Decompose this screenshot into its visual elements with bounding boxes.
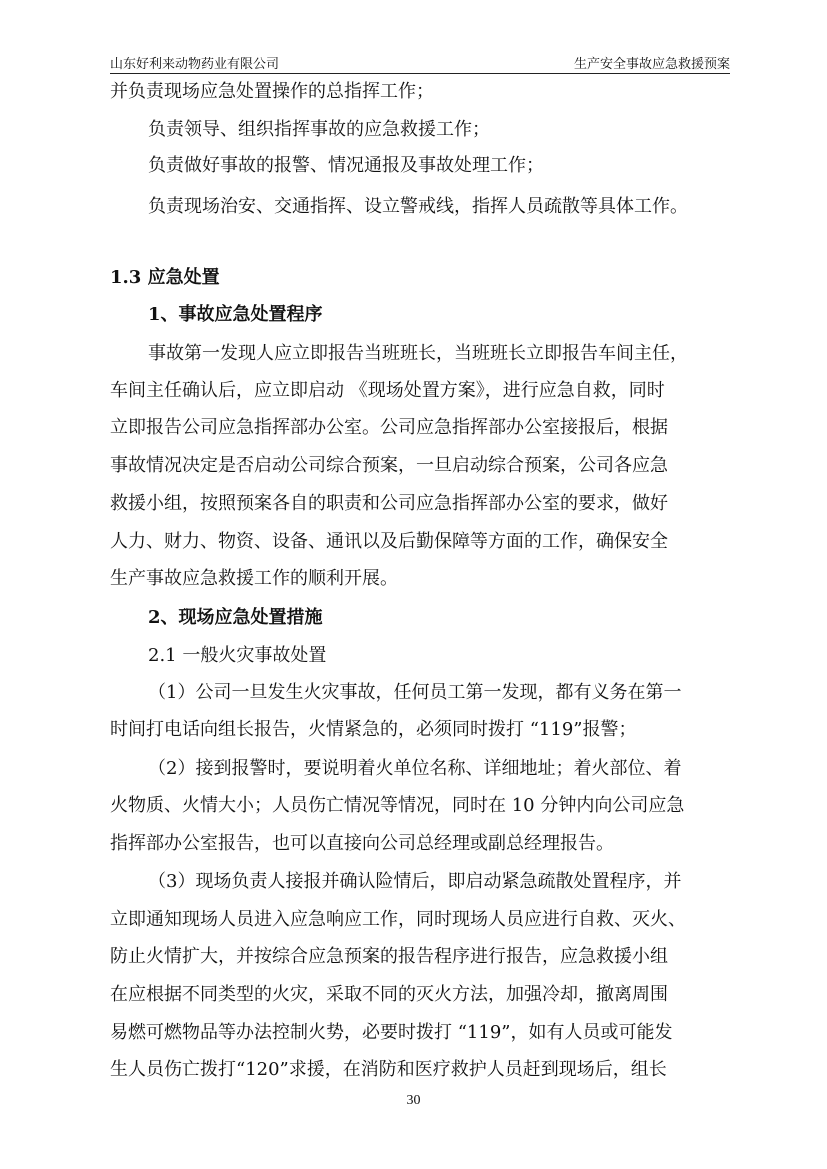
subsection-heading: 1、事故应急处置程序: [148, 304, 323, 325]
body-line: 生人员伤亡拨打“120”求援，在消防和医疗救护人员赶到现场后，组长: [110, 1059, 667, 1080]
body-line: （1）公司一旦发生火灾事故，任何员工第一发现，都有义务在第一: [148, 682, 682, 703]
body-line: （2）接到报警时，要说明着火单位名称、详细地址；着火部位、着: [148, 758, 682, 779]
body-line: 在应根据不同类型的火灾，采取不同的灭火方法，加强冷却，撤离周围: [110, 984, 668, 1005]
body-line: 立即报告公司应急指挥部办公室。公司应急指挥部办公室接报后，根据: [110, 417, 668, 438]
body-line: 时间打电话向组长报告，火情紧急的，必须同时拨打 “119”报警；: [110, 719, 637, 740]
page-header: [110, 50, 730, 72]
body-line: 生产事故应急救援工作的顺利开展。: [110, 568, 398, 589]
body-line: 并负责现场应急处置操作的总指挥工作；: [110, 81, 434, 102]
section-heading: 1.3 应急处置: [110, 267, 220, 288]
subsubsection-heading: 2.1 一般火灾事故处置: [148, 645, 327, 666]
body-line: 立即通知现场人员进入应急响应工作，同时现场人员应进行自救、灭火、: [110, 909, 686, 930]
body-line: 防止火情扩大，并按综合应急预案的报告程序进行报告，应急救援小组: [110, 946, 668, 967]
body-line: 负责现场治安、交通指挥、设立警戒线，指挥人员疏散等具体工作。: [148, 196, 688, 217]
body-line: 负责做好事故的报警、情况通报及事故处理工作；: [148, 155, 544, 176]
body-line: 救援小组，按照预案各自的职责和公司应急指挥部办公室的要求，做好: [110, 493, 668, 514]
body-line: 火物质、火情大小；人员伤亡情况等情况，同时在 10 分钟内向公司应急: [110, 795, 685, 816]
body-line: 事故情况决定是否启动公司综合预案，一旦启动综合预案，公司各应急: [110, 455, 668, 476]
body-line: 人力、财力、物资、设备、通讯以及后勤保障等方面的工作，确保安全: [110, 531, 668, 552]
page-number: 30: [406, 1093, 421, 1108]
header-doc-title: 生产安全事故应急救援预案: [573, 57, 730, 72]
body-line: 事故第一发现人应立即报告当班班长，当班班长立即报告车间主任，: [148, 343, 688, 364]
body-line: 车间主任确认后，应立即启动 《现场处置方案》，进行应急自救，同时: [110, 380, 665, 401]
body-line: 易燃可燃物品等办法控制火势，必要时拨打 “119”，如有人员或可能发: [110, 1022, 673, 1043]
subsection-heading: 2、现场应急处置措施: [148, 607, 323, 628]
header-company: 山东好利来动物药业有限公司: [110, 57, 280, 72]
body-line: 指挥部办公室报告，也可以直接向公司总经理或副总经理报告。: [110, 833, 614, 854]
body-line: （3）现场负责人接报并确认险情后，即启动紧急疏散处置程序，并: [148, 871, 682, 892]
body-line: 负责领导、组织指挥事故的应急救援工作；: [148, 119, 490, 140]
header-rule: [110, 73, 730, 74]
